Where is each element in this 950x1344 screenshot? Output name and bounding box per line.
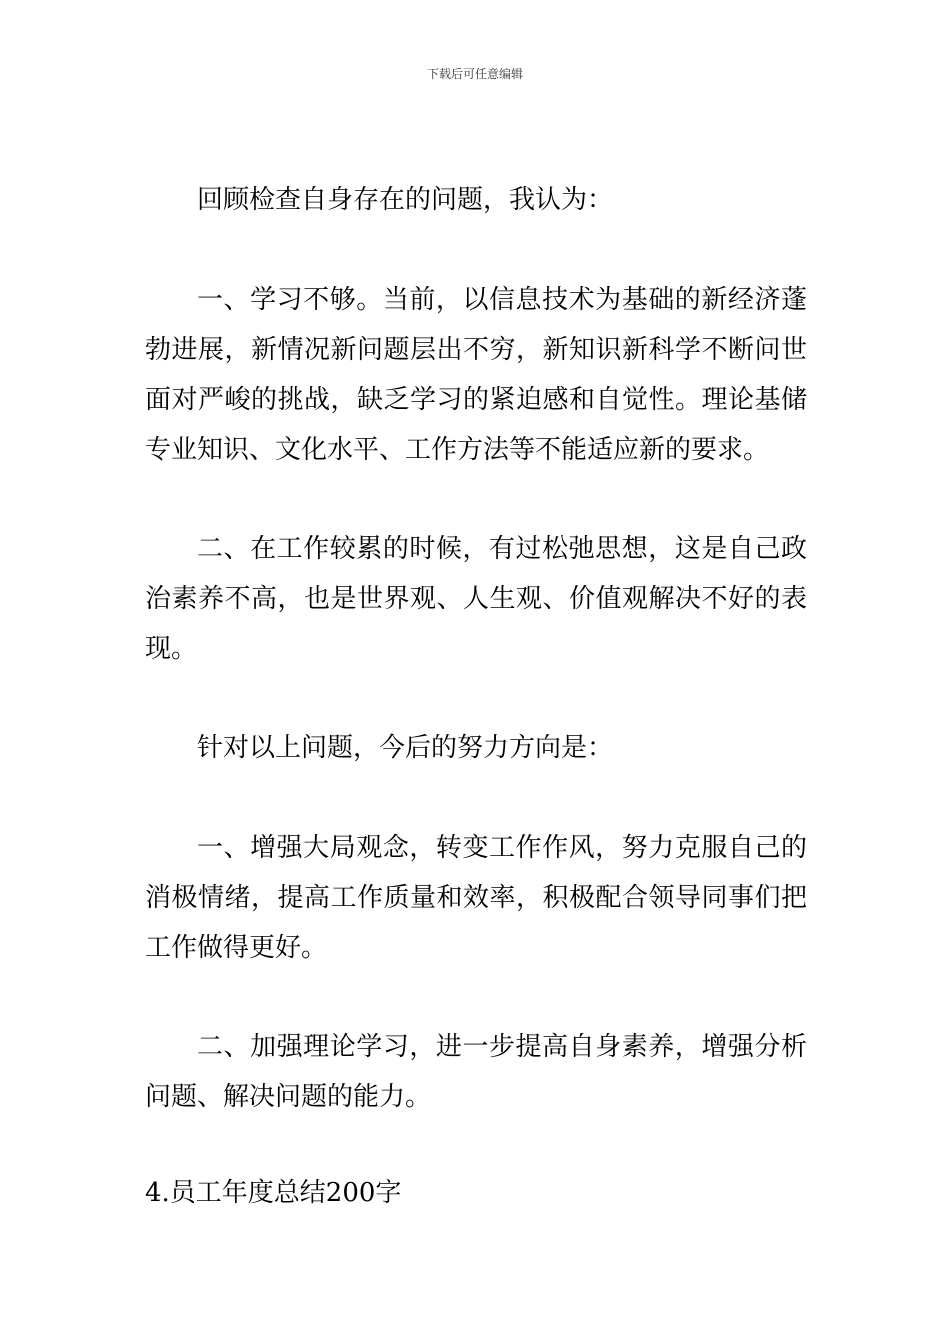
paragraph-direction-2: 二、加强理论学习，进一步提高自身素养，增强分析问题、解决问题的能力。: [145, 1032, 807, 1112]
paragraph-problem-2: 二、在工作较累的时候，有过松弛思想，这是自己政治素养不高，也是世界观、人生观、价值观解决不好的表现。: [145, 534, 807, 664]
section-heading: 4.员工年度总结200字: [145, 1178, 402, 1208]
paragraph-problem-1: 一、学习不够。当前，以信息技术为基础的新经济蓬勃进展，新情况新问题层出不穷，新知识新科学不断问世面对严峻的挑战，缺乏学习的紧迫感和自觉性。理论基储专业知识、文化水平、工作方法等不能适应新的要求。: [145, 285, 807, 465]
paragraph-direction-intro: 针对以上问题，今后的努力方向是：: [197, 733, 614, 763]
paragraph-intro: 回顾检查自身存在的问题，我认为：: [197, 185, 614, 215]
paragraph-direction-1: 一、增强大局观念，转变工作作风，努力克服自己的消极情绪，提高工作质量和效率，积极配合领导同事们把工作做得更好。: [145, 833, 807, 963]
header-note: 下载后可任意编辑: [426, 67, 523, 81]
